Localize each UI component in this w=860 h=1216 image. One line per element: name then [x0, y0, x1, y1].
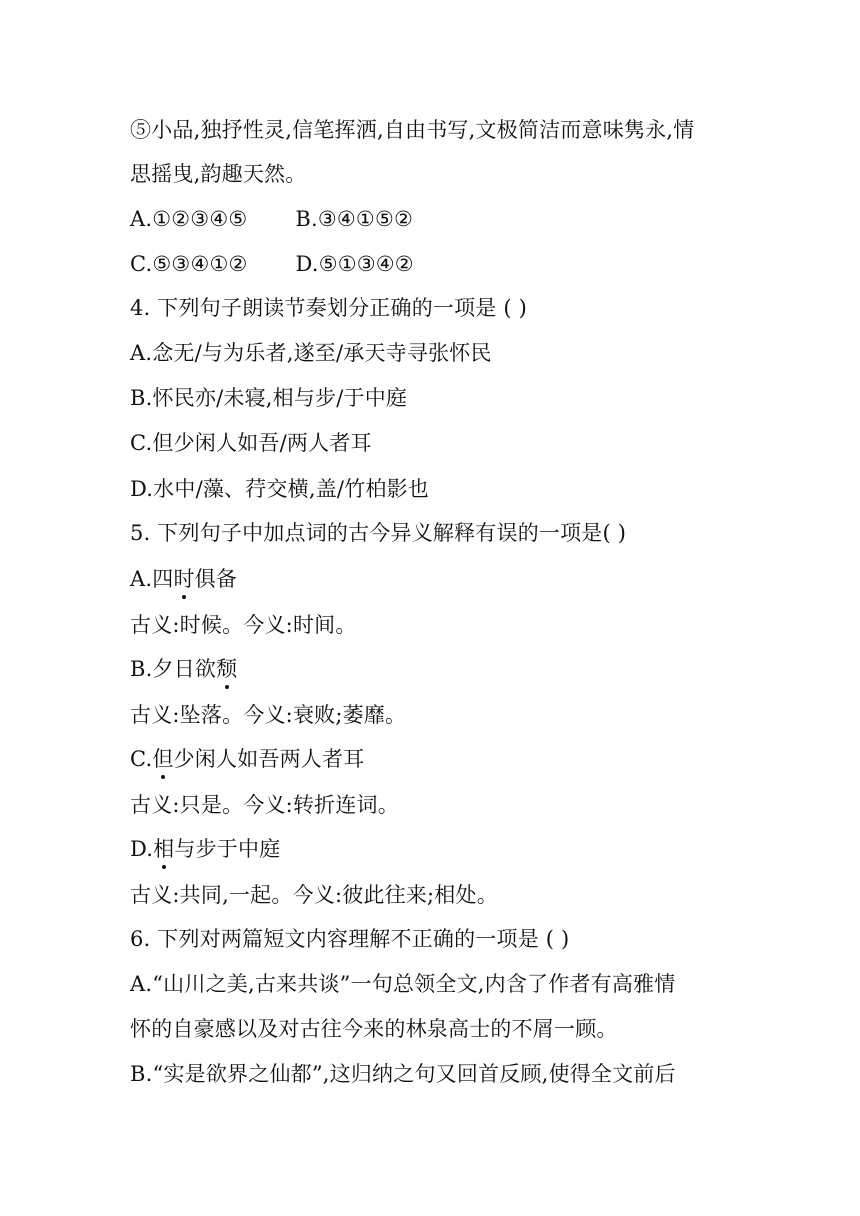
q3-answer-c: C.⑤③④①② — [130, 252, 248, 276]
q5-option-d-post: 与步于中庭 — [174, 837, 281, 861]
q5-option-d-explanation: 古义:共同,一起。今义:彼此往来;相处。 — [130, 883, 498, 907]
q3-answer-row-2 — [130, 250, 414, 278]
q3-option-5-line2: 思摇曳,韵趣天然。 — [130, 162, 307, 186]
q6-option-a-line2: 怀的自豪感以及对古往今来的林泉高士的不屑一顾。 — [130, 1017, 618, 1041]
q5-option-d-dotted-word: 相 — [153, 837, 175, 861]
q4-stem: 4. 下列句子朗读节奏划分正确的一项是 ( ) — [130, 296, 528, 320]
q5-option-c-post: 少闲人如吾两人者耳 — [173, 747, 365, 771]
q6-stem: 6. 下列对两篇短文内容理解不正确的一项是 ( ) — [130, 927, 570, 951]
q4-option-b: B.怀民亦/未寝,相与步/于中庭 — [130, 386, 408, 410]
q5-option-c-pre: C. — [130, 747, 153, 771]
q5-option-a-post: 俱备 — [194, 567, 238, 591]
q3-answer-row-1 — [130, 205, 413, 233]
q4-option-d: D.水中/藻、荇交横,盖/竹柏影也 — [130, 477, 429, 501]
q3-answer-a: A.①②③④⑤ — [130, 207, 248, 231]
q5-option-b-dotted-word: 颓 — [216, 657, 238, 681]
q6-option-b-line1: B.“实是欲界之仙都”,这归纳之句又回首反顾,使得全文前后 — [130, 1062, 676, 1086]
q5-option-a — [130, 565, 237, 593]
q3-answer-b: B.③④①⑤② — [295, 207, 414, 231]
q5-option-d — [130, 835, 280, 863]
q4-option-a: A.念无/与为乐者,遂至/承天寺寻张怀民 — [130, 341, 492, 365]
q4-option-c: C.但少闲人如吾/两人者耳 — [130, 431, 372, 455]
q5-option-a-explanation: 古义:时候。今义:时间。 — [130, 613, 357, 637]
q3-option-5-line1: ⑤小品,独抒性灵,信笔挥洒,自由书写,文极简洁而意味隽永,情 — [130, 118, 695, 142]
q3-answer-d: D.⑤①③④② — [295, 252, 414, 276]
q5-option-d-pre: D. — [130, 837, 154, 861]
q5-option-c-explanation: 古义:只是。今义:转折连词。 — [130, 793, 399, 817]
q5-option-b-pre: B.夕日欲 — [130, 657, 217, 681]
q5-option-c — [130, 745, 364, 773]
q6-option-a-line1: A.“山川之美,古来共谈”一句总领全文,内含了作者有高雅情 — [130, 972, 676, 996]
q5-stem: 5. 下列句子中加点词的古今异义解释有误的一项是( ) — [130, 521, 627, 545]
q5-option-c-dotted-word: 但 — [152, 747, 174, 771]
q5-option-a-dotted-word: 时 — [173, 567, 195, 591]
q5-option-a-pre: A.四 — [130, 567, 174, 591]
q5-option-b — [130, 655, 237, 683]
q5-option-b-explanation: 古义:坠落。今义:衰败;萎靡。 — [130, 703, 407, 727]
